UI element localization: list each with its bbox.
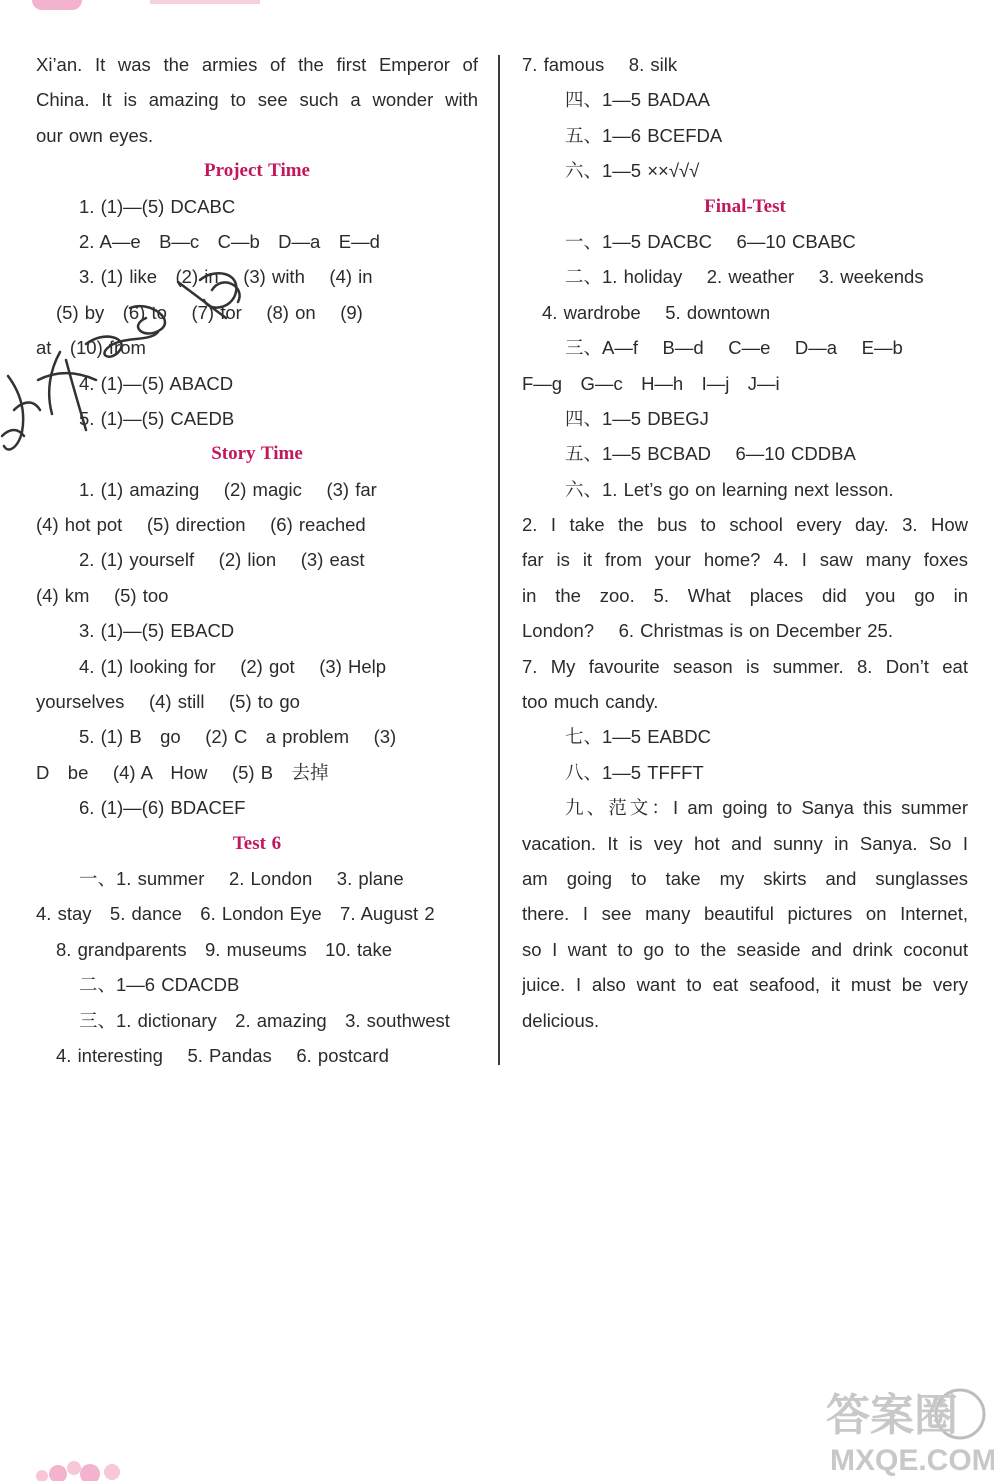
- answer-line: 8. grandparents 9. museums 10. take: [56, 938, 393, 960]
- answer-line: 六、1—5 ××√√√: [565, 160, 700, 182]
- right-column: [522, 47, 968, 1038]
- answer-line: 6. (1)—(6) BDACEF: [79, 797, 246, 819]
- answer-line: 2. I take the bus to school every day. 3. How: [522, 514, 968, 536]
- answer-line: too much candy.: [522, 691, 659, 713]
- answer-line: 四、1—5 DBEGJ: [565, 407, 709, 429]
- answer-line: 五、1—6 BCEFDA: [565, 124, 723, 146]
- answer-line: 4. (1) looking for (2) got (3) Help: [79, 655, 387, 677]
- answer-line: (5) by (6) to (7) for (8) on (9): [56, 301, 363, 323]
- answer-line: delicious.: [522, 1009, 600, 1031]
- answer-line: 三、A—f B—d C—e D—a E—b: [565, 337, 903, 359]
- answer-line: juice. I also want to eat seafood, it must be very: [522, 974, 968, 996]
- answer-line: 7. My favourite season is summer. 8. Don’t eat: [522, 655, 968, 677]
- answer-line: 4. interesting 5. Pandas 6. postcard: [56, 1044, 389, 1066]
- flower-decoration-icon: [28, 1452, 138, 1481]
- watermark-logo: [824, 1376, 994, 1476]
- answer-line: 2. (1) yourself (2) lion (3) east: [79, 549, 365, 571]
- answer-line: 1. (1) amazing (2) magic (3) far: [79, 478, 377, 500]
- answer-line: 三、1. dictionary 2. amazing 3. southwest: [79, 1009, 450, 1031]
- answer-line: 七、1—5 EABDC: [565, 726, 711, 748]
- answer-line: 五、1—5 BCBAD 6—10 CDDBA: [565, 443, 856, 465]
- answer-line: (4) km (5) too: [36, 584, 169, 606]
- answer-line: 2. A—e B—c C—b D—a E—d: [79, 230, 380, 252]
- answer-line: 3. (1) like (2) in (3) with (4) in: [79, 266, 373, 288]
- answer-line: 1. (1)—(5) DCABC: [79, 195, 236, 217]
- left-column: [36, 47, 478, 1073]
- answer-line: 5. (1) B go (2) C a problem (3): [79, 726, 397, 748]
- watermark-site: MXQE.COM: [830, 1444, 994, 1476]
- top-decoration-bar: [150, 0, 260, 4]
- section-heading: Final-Test: [704, 195, 786, 217]
- section-heading: Story Time: [211, 443, 303, 465]
- answer-line: yourselves (4) still (5) to go: [36, 691, 300, 713]
- answer-line: in the zoo. 5. What places did you go in: [522, 584, 968, 606]
- answer-line: 3. (1)—(5) EBACD: [79, 620, 235, 642]
- answer-line: Xi’an. It was the armies of the first Emperor of: [36, 54, 478, 75]
- watermark-icon: [824, 1376, 994, 1476]
- answer-line: 4. (1)—(5) ABACD: [79, 372, 234, 394]
- answer-line: 四、1—5 BADAA: [565, 89, 710, 111]
- answer-line: 一、1—5 DACBC 6—10 CBABC: [565, 230, 856, 252]
- answer-line: so I want to go to the seaside and drink coconut: [522, 938, 968, 960]
- answer-line: 九、范文：I am going to Sanya this summer: [565, 797, 968, 819]
- section-heading: Test 6: [232, 832, 282, 854]
- answer-line: 一、1. summer 2. London 3. plane: [79, 867, 404, 889]
- answer-line: 二、1. holiday 2. weather 3. weekends: [565, 266, 924, 288]
- answer-line: our own eyes.: [36, 124, 154, 146]
- answer-line: there. I see many beautiful pictures on Internet,: [522, 903, 968, 925]
- answer-line: 八、1—5 TFFFT: [565, 761, 704, 783]
- answer-line: vacation. It is vey hot and sunny in Sanya. So I: [522, 832, 968, 854]
- answer-line: (4) hot pot (5) direction (6) reached: [36, 514, 366, 536]
- answer-line: 7. famous 8. silk: [522, 54, 678, 75]
- section-heading: Project Time: [204, 160, 310, 182]
- answer-line: London? 6. Christmas is on December 25.: [522, 620, 893, 642]
- answer-line: 5. (1)—(5) CAEDB: [79, 407, 235, 429]
- top-decoration: [32, 0, 82, 10]
- answer-line: far is it from your home? 4. I saw many foxes: [522, 549, 968, 571]
- answer-line: China. It is amazing to see such a wonder with: [36, 89, 478, 111]
- answer-line: 4. wardrobe 5. downtown: [542, 301, 771, 323]
- answer-line: 六、1. Let’s go on learning next lesson.: [565, 478, 894, 500]
- answer-line: 4. stay 5. dance 6. London Eye 7. August 2: [36, 903, 435, 925]
- watermark-brand: 答案圈: [826, 1390, 958, 1441]
- answer-line: 二、1—6 CDACDB: [79, 974, 240, 996]
- column-divider: [498, 55, 500, 1065]
- answer-line: D be (4) A How (5) B 去掉: [36, 761, 329, 783]
- answer-line: at (10) from: [36, 337, 146, 359]
- answer-line: am going to take my skirts and sunglasses: [522, 867, 968, 889]
- answer-line: F—g G—c H—h I—j J—i: [522, 372, 780, 394]
